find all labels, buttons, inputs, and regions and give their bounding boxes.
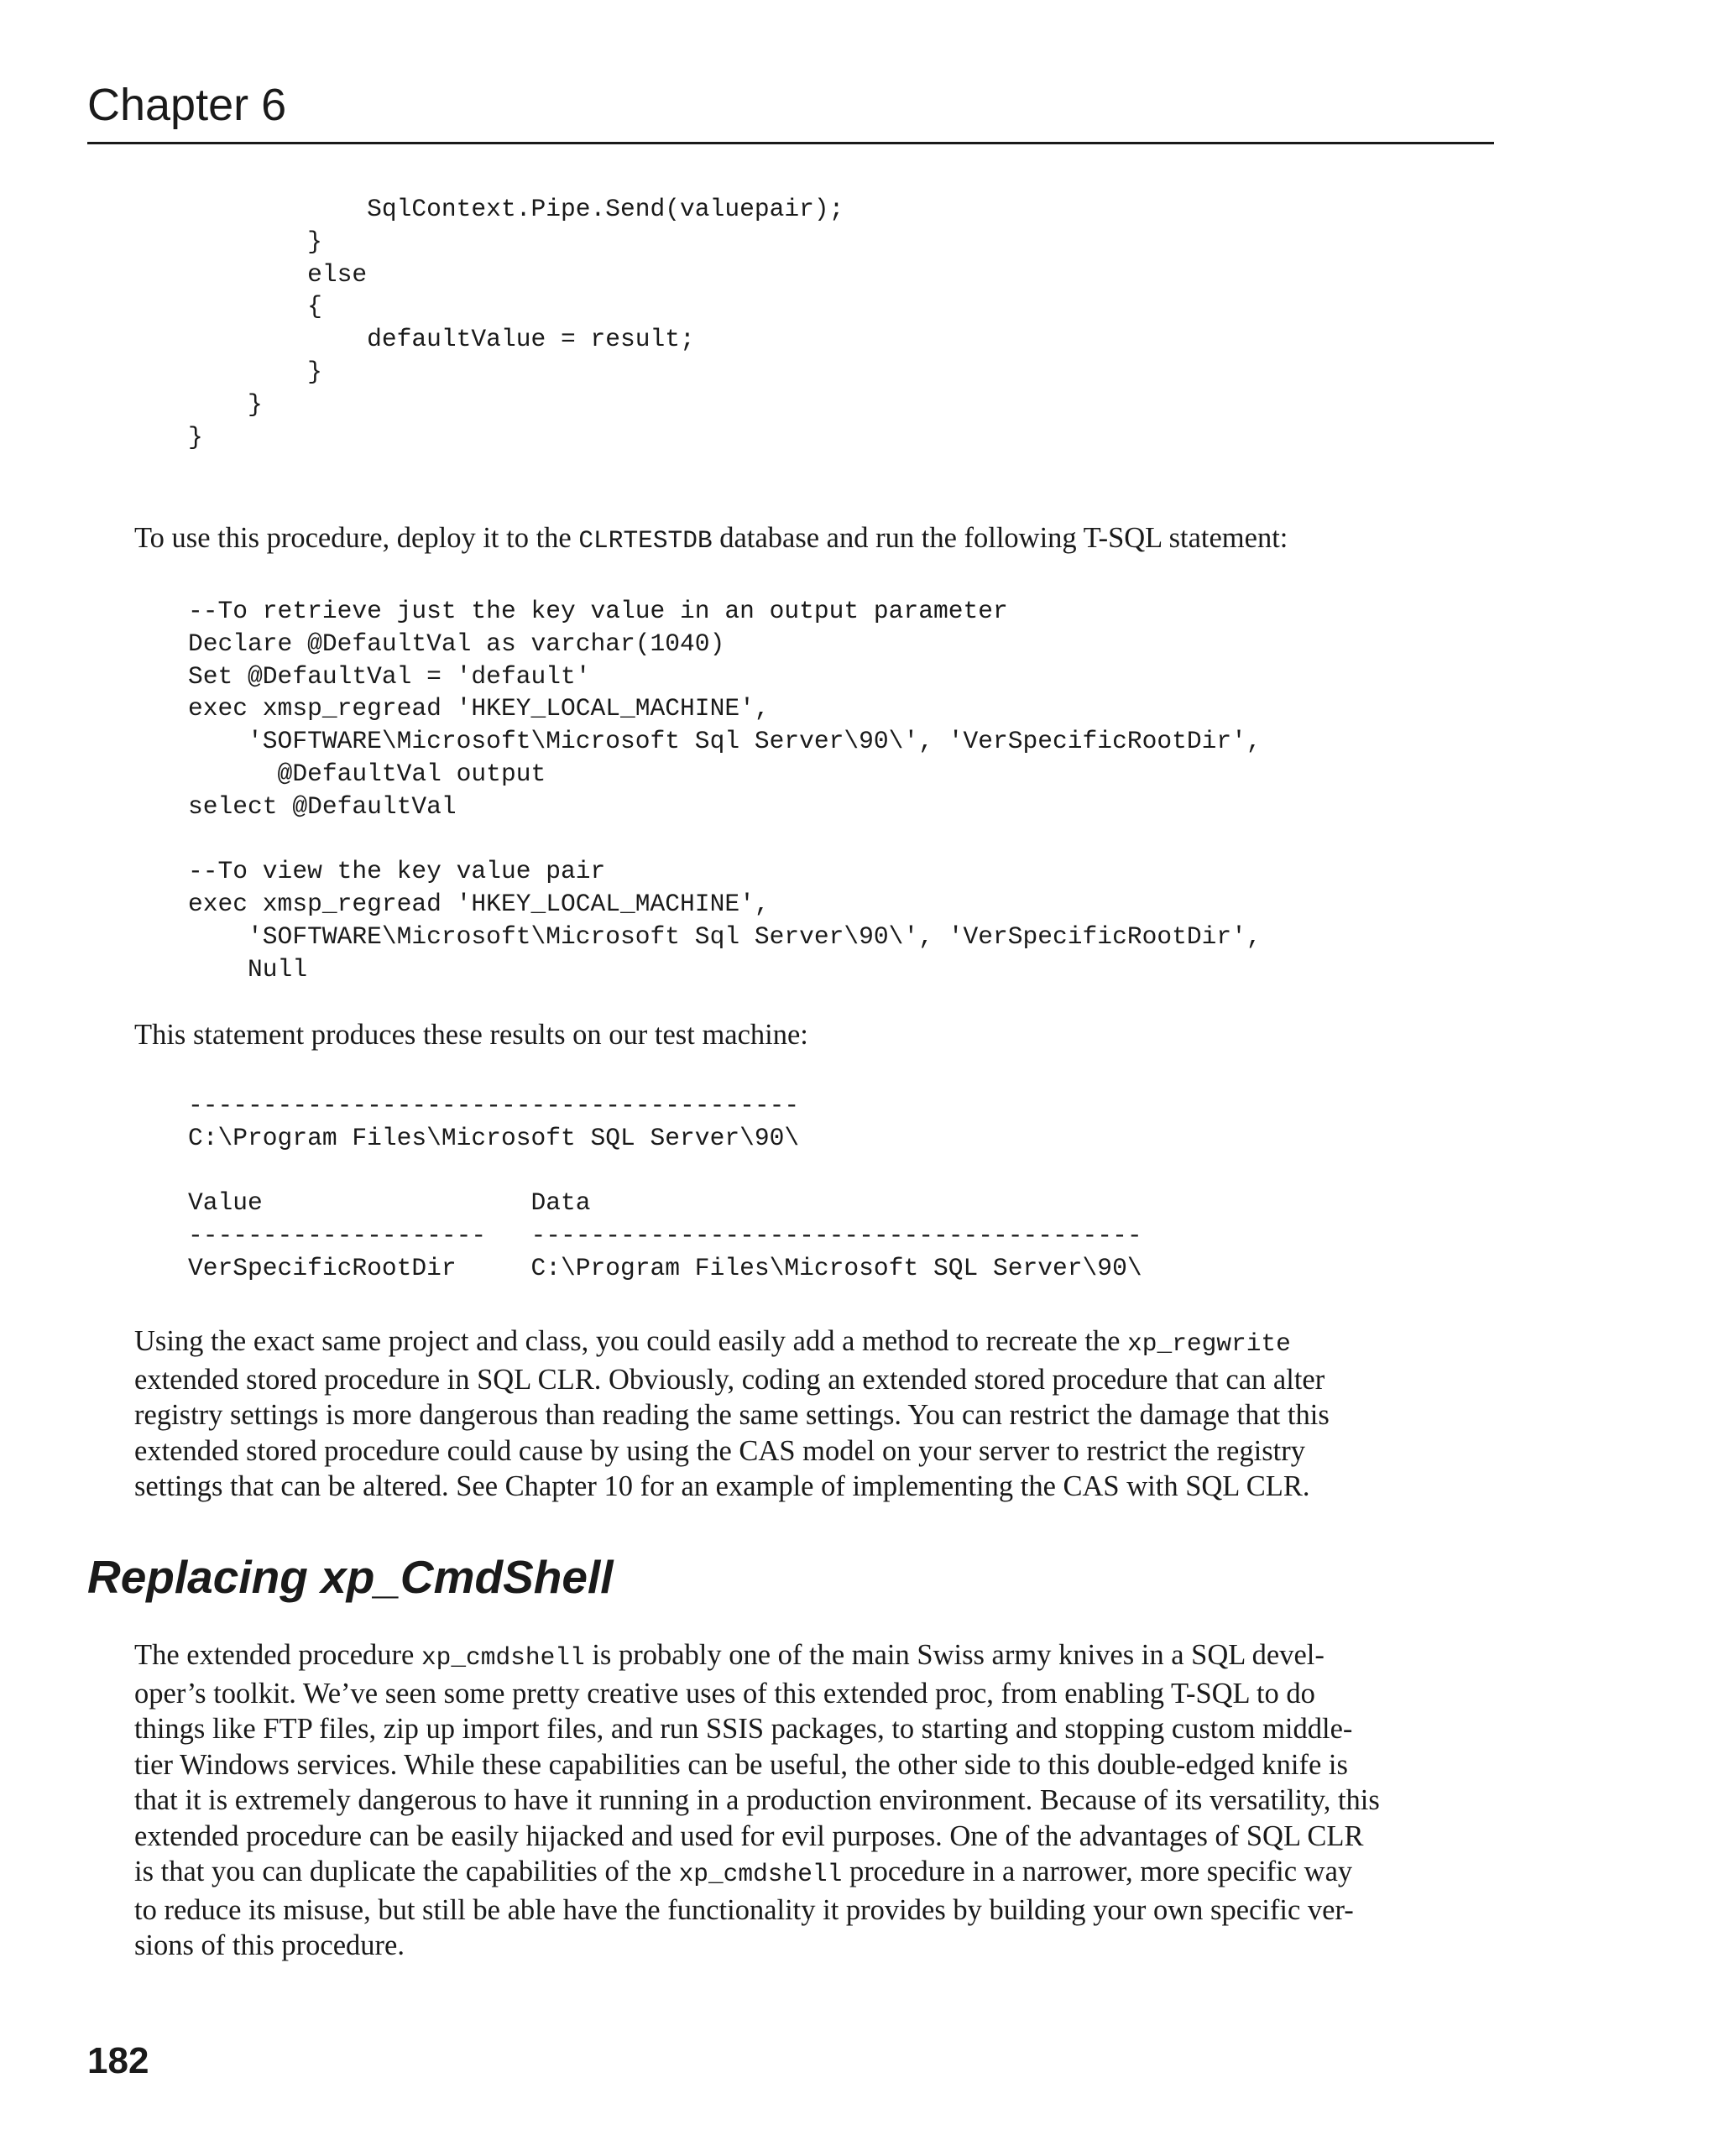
section-heading: Replacing xp_CmdShell [87, 1551, 614, 1603]
text-run: procedure in a narrower, more specific way [842, 1856, 1353, 1887]
code-line: 'SOFTWARE\Microsoft\Microsoft Sql Server\90\', 'VerSpecificRootDir', [188, 921, 1262, 951]
inline-code: xp_cmdshell [421, 1643, 585, 1672]
paragraph-line: oper’s toolkit. We’ve seen some pretty creative uses of this extended proc, from enabling T-SQL to do [134, 1677, 1315, 1710]
code-block-csharp [188, 193, 844, 453]
code-line: defaultValue = result; [188, 325, 695, 354]
code-block-results [188, 1089, 1142, 1285]
code-block-tsql [188, 595, 1262, 986]
paragraph-line: extended stored procedure could cause by using the CAS model on your server to restrict the registry [134, 1434, 1305, 1467]
paragraph-line [134, 520, 1288, 559]
text-run: is that you can duplicate the capabilities of the [134, 1856, 679, 1887]
code-line: 'SOFTWARE\Microsoft\Microsoft Sql Server\90\', 'VerSpecificRootDir', [188, 727, 1262, 756]
paragraph-results-intro [134, 1017, 808, 1053]
text-run: To use this procedure, deploy it to the [134, 522, 579, 554]
paragraph-line: sions of this procedure. [134, 1929, 405, 1961]
code-line: } [188, 389, 263, 419]
text-run: is probably one of the main Swiss army knives in a SQL devel- [584, 1639, 1325, 1671]
paragraph-line [134, 1637, 1380, 1676]
paragraph-xp-cmdshell [134, 1637, 1380, 1964]
paragraph-line: extended procedure can be easily hijacked and used for evil purposes. One of the advantages of SQL CLR [134, 1819, 1364, 1852]
chapter-title: Chapter 6 [87, 80, 287, 130]
code-line: C:\Program Files\Microsoft SQL Server\90\ [188, 1123, 800, 1152]
paragraph-line: to reduce its misuse, but still be able have the functionality it provides by building your own specific ver- [134, 1893, 1354, 1926]
code-line: ----------------------------------------- [188, 1091, 800, 1120]
code-line: SqlContext.Pipe.Send(valuepair); [188, 195, 844, 223]
code-line: else [188, 259, 368, 289]
page-number: 182 [87, 2040, 149, 2081]
code-line: exec xmsp_regread 'HKEY_LOCAL_MACHINE', [188, 890, 770, 919]
paragraph-line: settings that can be altered. See Chapter 10 for an example of implementing the CAS with SQL CLR. [134, 1470, 1310, 1502]
code-line: Declare @DefaultVal as varchar(1040) [188, 629, 725, 658]
code-line: exec xmsp_regread 'HKEY_LOCAL_MACHINE', [188, 694, 770, 723]
code-line [188, 823, 1262, 856]
inline-code: xp_cmdshell [678, 1860, 843, 1888]
paragraph-line: This statement produces these results on our test machine: [134, 1019, 808, 1051]
code-line: Null [188, 954, 308, 984]
paragraph-line: things like FTP files, zip up import files, and run SSIS packages, to starting and stopping custom middle- [134, 1713, 1353, 1745]
code-line: @DefaultVal output [188, 759, 546, 788]
inline-code: xp_regwrite [1127, 1329, 1291, 1358]
paragraph-xp-regwrite [134, 1323, 1330, 1505]
code-line: } [188, 357, 322, 386]
paragraph-line [134, 1323, 1330, 1362]
paragraph-line: extended stored procedure in SQL CLR. Obviously, coding an extended stored procedure that can alter [134, 1363, 1325, 1396]
code-line: select @DefaultVal [188, 791, 457, 821]
code-line: VerSpecificRootDir C:\Program Files\Microsoft SQL Server\90\ [188, 1253, 1142, 1282]
code-line: -------------------- ----------------------------------------- [188, 1221, 1142, 1250]
code-line: --To retrieve just the key value in an output parameter [188, 597, 1008, 625]
code-line: { [188, 292, 322, 321]
paragraph-line: that it is extremely dangerous to have it running in a production environment. Because of its versatility, this [134, 1784, 1380, 1816]
code-line: } [188, 422, 203, 452]
text-run: database and run the following T-SQL statement: [712, 522, 1288, 554]
code-line [188, 1155, 1142, 1188]
paragraph-line: registry settings is more dangerous than reading the same settings. You can restrict the damage that this [134, 1399, 1330, 1431]
code-line: Value Data [188, 1188, 591, 1218]
chapter-header [87, 82, 1494, 144]
text-run: Using the exact same project and class, you could easily add a method to recreate the [134, 1325, 1128, 1357]
text-run: The extended procedure [134, 1639, 421, 1671]
code-line: --To view the key value pair [188, 857, 606, 886]
code-line: Set @DefaultVal = 'default' [188, 661, 591, 691]
paragraph-line [134, 1854, 1380, 1892]
inline-code: CLRTESTDB [578, 526, 713, 555]
code-line: } [188, 227, 322, 256]
paragraph-line: tier Windows services. While these capabilities can be useful, the other side to this double-edged knife is [134, 1748, 1348, 1781]
paragraph-deploy-instructions [134, 520, 1288, 559]
